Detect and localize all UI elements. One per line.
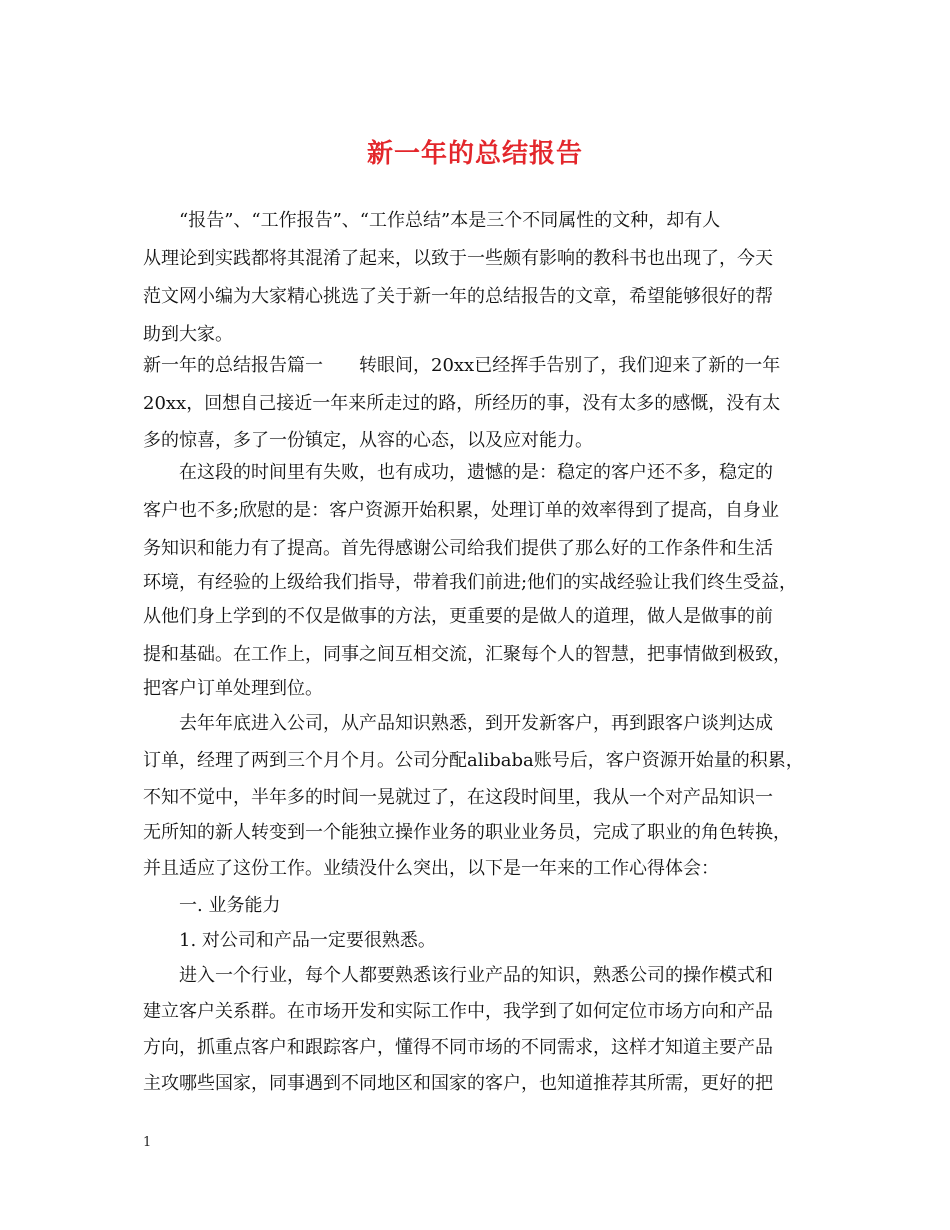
paragraph-line: 环境，有经验的上级给我们指导，带着我们前进;他们的实战经验让我们终生受益，: [143, 572, 798, 593]
page-number: 1: [143, 1135, 152, 1150]
paragraph-line: 去年年底进入公司，从产品知识熟悉，到开发新客户，再到跟客户谈判达成: [143, 713, 773, 734]
paragraph-line: 方向，抓重点客户和跟踪客户，懂得不同市场的不同需求，这样才知道主要产品: [143, 1037, 773, 1058]
section-heading: 一. 业务能力: [143, 895, 281, 916]
paragraph-line: “报告”、“工作报告”、“工作总结”本是三个不同属性的文种，却有人: [143, 210, 721, 231]
paragraph-line: 务知识和能力有了提高。首先得感谢公司给我们提供了那么好的工作条件和生活: [143, 538, 773, 559]
paragraph-line: 客户也不多;欣慰的是：客户资源开始积累，处理订单的效率得到了提高，自身业: [143, 500, 780, 521]
paragraph-line: 范文网小编为大家精心挑选了关于新一年的总结报告的文章，希望能够很好的帮: [143, 286, 773, 307]
paragraph-line: 多的惊喜，多了一份镇定，从容的心态，以及应对能力。: [143, 430, 593, 451]
paragraph-line: 不知不觉中，半年多的时间一晃就过了，在这段时间里，我从一个对产品知识一: [143, 787, 773, 808]
document-title: 新一年的总结报告: [366, 139, 583, 169]
paragraph-line: 助到大家。: [143, 324, 233, 345]
paragraph-line: 订单，经理了两到三个月个月。公司分配alibaba账号后，客户资源开始量的积累，: [143, 750, 804, 771]
paragraph-line: 进入一个行业，每个人都要熟悉该行业产品的知识，熟悉公司的操作模式和: [143, 965, 773, 986]
paragraph-line: 从他们身上学到的不仅是做事的方法，更重要的是做人的道理，做人是做事的前: [143, 606, 773, 627]
subsection-heading: 1. 对公司和产品一定要很熟悉。: [143, 930, 436, 951]
paragraph-line: 无所知的新人转变到一个能独立操作业务的职业业务员，完成了职业的角色转换，: [143, 822, 791, 843]
paragraph-line: 新一年的总结报告篇一 转眼间，20xx已经挥手告别了，我们迎来了新的一年: [143, 355, 781, 376]
paragraph-line: 主攻哪些国家，同事遇到不同地区和国家的客户，也知道推荐其所需，更好的把: [143, 1073, 773, 1094]
paragraph-line: 从理论到实践都将其混淆了起来，以致于一些颇有影响的教科书也出现了，今天: [143, 248, 773, 269]
paragraph-line: 并且适应了这份工作。业绩没什么突出，以下是一年来的工作心得体会：: [143, 858, 719, 879]
paragraph-line: 建立客户关系群。在市场开发和实际工作中，我学到了如何定位市场方向和产品: [143, 1001, 773, 1022]
paragraph-line: 在这段的时间里有失败，也有成功，遗憾的是：稳定的客户还不多，稳定的: [143, 462, 773, 483]
paragraph-line: 把客户订单处理到位。: [143, 678, 323, 699]
paragraph-line: 20xx，回想自己接近一年来所走过的路，所经历的事，没有太多的感慨，没有太: [143, 393, 781, 414]
paragraph-line: 提和基础。在工作上，同事之间互相交流，汇聚每个人的智慧，把事情做到极致，: [143, 644, 791, 665]
